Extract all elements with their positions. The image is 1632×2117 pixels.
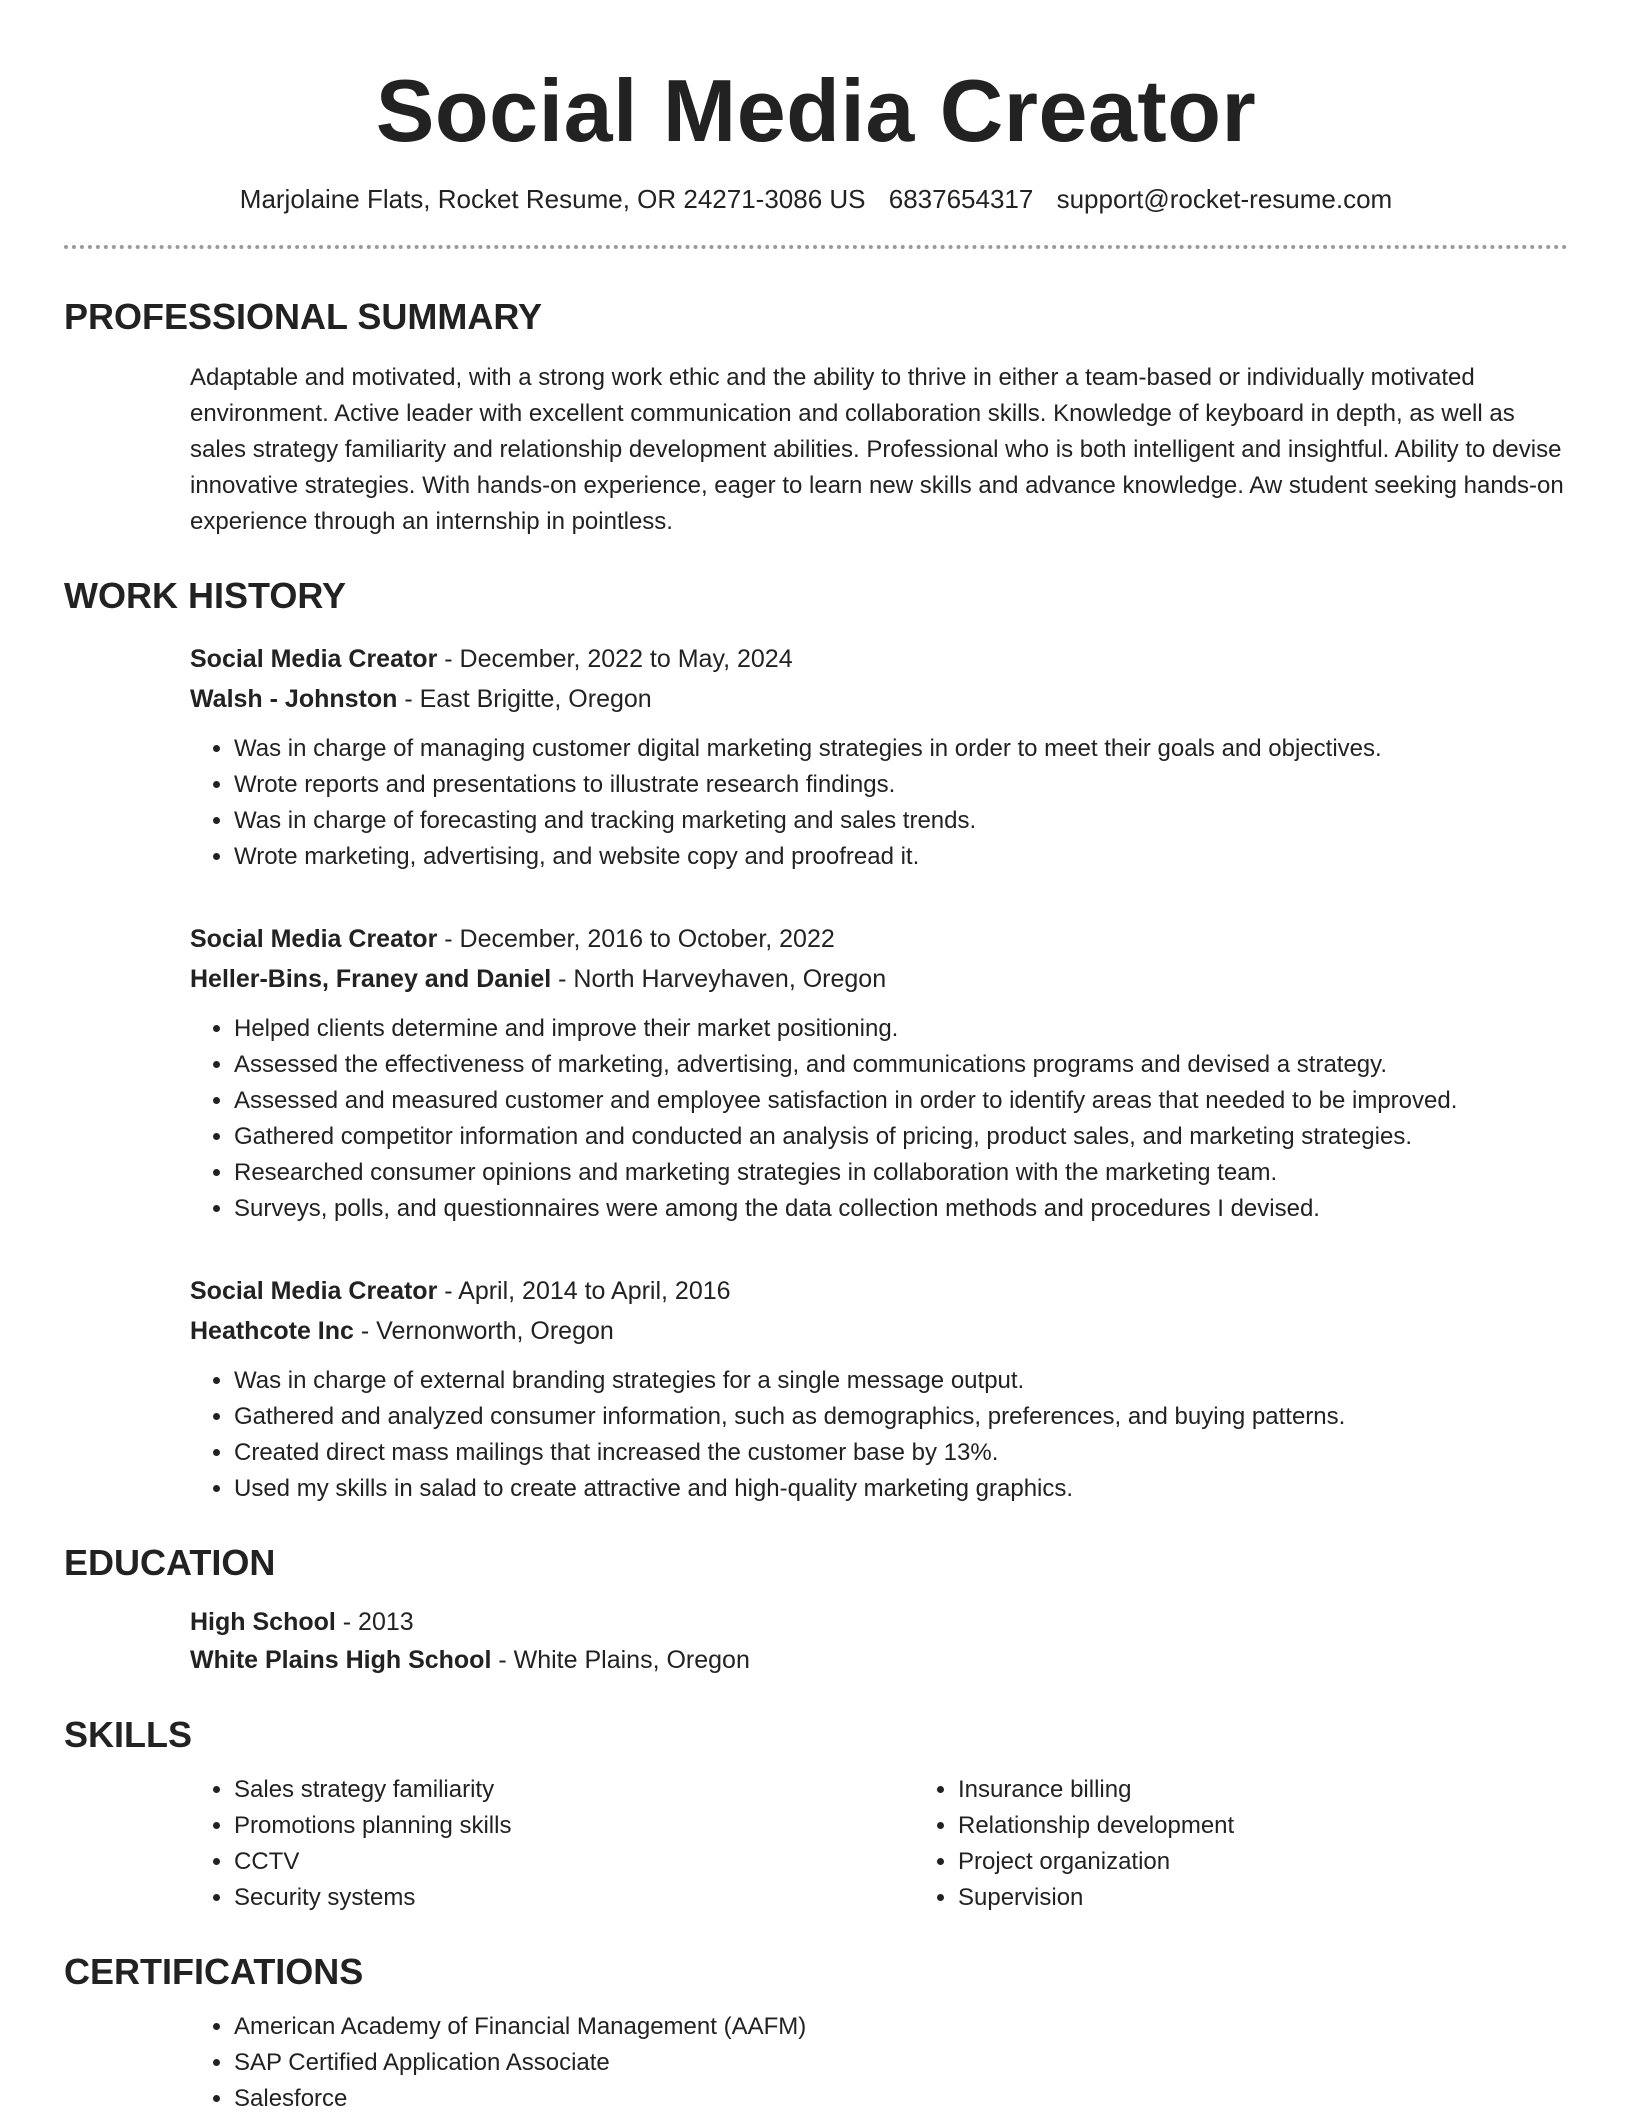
job-location: - Vernonworth, Oregon [353,1317,614,1346]
job-company: Walsh - Johnston [190,685,398,714]
skills-body [190,1772,1568,1916]
education-section [64,1541,1568,1678]
education-body [190,1603,1568,1679]
education-school-line [190,1641,1568,1679]
list-item: • Assessed the effectiveness of marketing, advertising, and communications programs and devised a strategy. [234,1047,1568,1083]
list-item: • Assessed and measured customer and employee satisfaction in order to identify areas that needed to be improved. [234,1083,1568,1119]
skills-right-list [914,1772,1632,1916]
job-role: Social Media Creator [190,645,438,674]
skills-left-list [190,1772,914,1916]
resume-page [64,0,1568,2117]
list-item: • American Academy of Financial Management (AAFM) [234,2009,1568,2045]
contact-line [64,183,1568,217]
job-entry [190,919,1568,1227]
job-location: - North Harveyhaven, Oregon [551,965,887,994]
work-body [190,639,1568,1507]
list-item: • Helped clients determine and improve their market positioning. [234,1011,1568,1047]
summary-text: Adaptable and motivated, with a strong work ethic and the ability to thrive in either a team-based or individually motivated environment. Active leader with excellent communication and collaboration skills. Knowledge of keyboard in depth, as well as sales strategy familiarity and relationship development abilities. Professional who is both intelligent and insightful. Ability to devise innovative strategies. With hands-on experience, eager to learn new skills and advance knowledge. Aw student seeking hands-on experience through an internship in pointless. [190,364,1564,536]
list-item: • Gathered competitor information and conducted an analysis of pricing, product sales, and marketing strategies. [234,1119,1568,1155]
summary-title: PROFESSIONAL SUMMARY [64,295,543,337]
job-entry [190,639,1568,875]
list-item: • Researched consumer opinions and marketing strategies in collaboration with the marketing team. [234,1155,1568,1191]
skills-section [64,1713,1568,1916]
certifications-body [190,2009,1568,2117]
job-company-line [190,959,1568,999]
education-year: - 2013 [335,1607,414,1636]
job-company-line [190,679,1568,719]
certifications-list [190,2009,1568,2117]
job-dates: - April, 2014 to April, 2016 [437,1277,731,1306]
contact-phone: 6837654317 [888,184,1034,215]
job-role: Social Media Creator [190,1277,438,1306]
header-divider [64,245,1568,249]
contact-email: support@rocket-resume.com [1056,184,1393,215]
skills-title: SKILLS [64,1713,193,1755]
summary-section [64,295,1568,540]
job-bullets [190,731,1568,875]
list-item: • Insurance billing [958,1772,1632,1808]
list-item: • Surveys, polls, and questionnaires were among the data collection methods and procedures I devised. [234,1191,1568,1227]
job-entry [190,1271,1568,1507]
list-item: • Used my skills in salad to create attractive and high-quality marketing graphics. [234,1471,1568,1507]
list-item: • Created direct mass mailings that increased the customer base by 13%. [234,1435,1568,1471]
list-item: • Was in charge of external branding strategies for a single message output. [234,1363,1568,1399]
job-role: Social Media Creator [190,925,438,954]
education-degree-line [190,1603,1568,1641]
job-role-line [190,919,1568,959]
education-title: EDUCATION [64,1542,276,1584]
job-company-line [190,1311,1568,1351]
contact-address: Marjolaine Flats, Rocket Resume, OR 24271-3086 US [239,184,866,215]
list-item: • Gathered and analyzed consumer information, such as demographics, preferences, and buying patterns. [234,1399,1568,1435]
list-item: • Sales strategy familiarity [234,1772,914,1808]
job-dates: - December, 2016 to October, 2022 [437,925,835,954]
education-degree: High School [190,1607,336,1636]
certifications-section [64,1950,1568,2117]
summary-body [190,360,1568,540]
list-item: • Relationship development [958,1808,1632,1844]
candidate-name: Social Media Creator [375,61,1257,160]
list-item: • Wrote marketing, advertising, and website copy and proofread it. [234,839,1568,875]
job-bullets [190,1363,1568,1507]
list-item: • Was in charge of forecasting and tracking marketing and sales trends. [234,803,1568,839]
list-item: • Was in charge of managing customer digital marketing strategies in order to meet their goals and objectives. [234,731,1568,767]
list-item: • SAP Certified Application Associate [234,2045,1568,2081]
list-item: • Project organization [958,1844,1632,1880]
work-section [64,574,1568,1507]
certifications-title: CERTIFICATIONS [64,1950,364,1992]
work-title: WORK HISTORY [64,575,347,617]
list-item: • Wrote reports and presentations to illustrate research findings. [234,767,1568,803]
job-dates: - December, 2022 to May, 2024 [437,645,793,674]
list-item: • Salesforce [234,2081,1568,2117]
list-item: • CCTV [234,1844,914,1880]
job-company: Heller-Bins, Franey and Daniel [190,965,552,994]
list-item: • Supervision [958,1880,1632,1916]
job-location: - East Brigitte, Oregon [397,685,652,714]
job-role-line [190,1271,1568,1311]
job-bullets [190,1011,1568,1227]
list-item: • Security systems [234,1880,914,1916]
education-school: White Plains High School [190,1645,492,1674]
job-role-line [190,639,1568,679]
job-company: Heathcote Inc [190,1317,354,1346]
education-location: - White Plains, Oregon [491,1645,750,1674]
list-item: • Promotions planning skills [234,1808,914,1844]
